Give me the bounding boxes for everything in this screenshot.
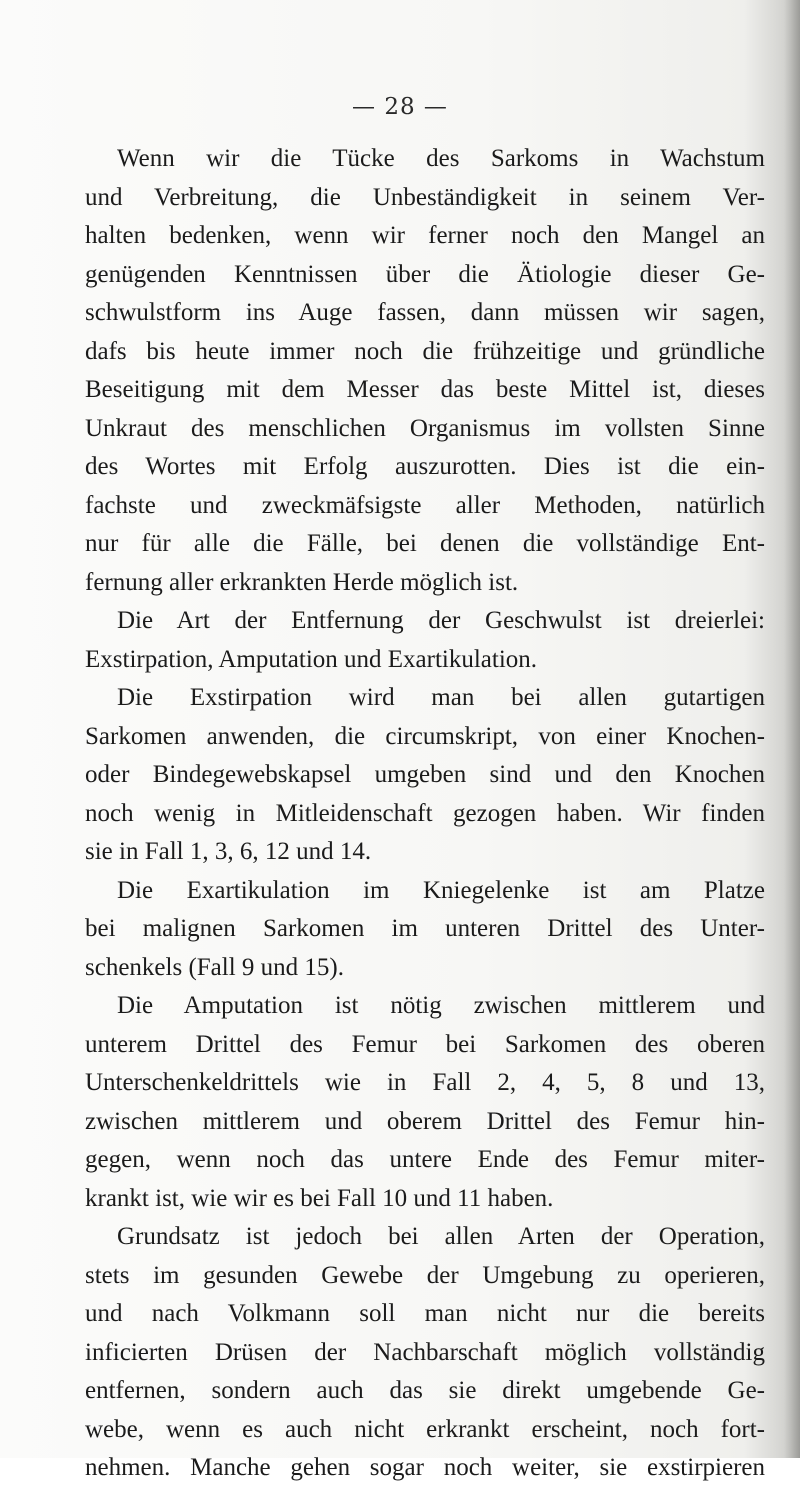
text-line: bei malignen Sarkomen im unteren Drittel des Unter- — [85, 915, 765, 942]
text-line: fernung aller erkrankten Herde möglich ist. — [85, 568, 519, 596]
text-line: zwischen mittlerem und oberem Drittel des Femur hin- — [85, 1107, 765, 1135]
text-line: Grundsatz ist jedoch bei allen Arten der Operation, — [117, 1223, 765, 1250]
text-line: inficierten Drüsen der Nachbarschaft möglich vollständig — [85, 1338, 765, 1366]
text-line: Beseitigung mit dem Messer das beste Mittel ist, dieses — [85, 376, 765, 403]
text-line: nur für alle die Fälle, bei denen die vollständige Ent- — [85, 530, 765, 557]
text-line: genügenden Kenntnissen über die Ätiologie dieser Ge- — [85, 260, 765, 288]
text-line: nehmen. Manche gehen sogar noch weiter, sie exstirpieren — [85, 1454, 765, 1481]
body-text — [85, 140, 765, 1488]
text-line: sie in Fall 1, 3, 6, 12 und 14. — [85, 838, 372, 865]
text-line: fachste und zweckmäfsigste aller Methoden, natürlich — [85, 491, 765, 519]
text-line: schwulstform ins Auge fassen, dann müssen wir sagen, — [85, 299, 765, 326]
text-line: Wenn wir die Tücke des Sarkoms in Wachstum — [117, 145, 765, 172]
text-line: Exstirpation, Amputation und Exartikulation. — [85, 645, 538, 673]
text-line: krankt ist, wie wir es bei Fall 10 und 11 haben. — [85, 1184, 554, 1212]
text-line: entfernen, sondern auch das sie direkt umgebende Ge- — [85, 1377, 765, 1404]
text-line: schenkels (Fall 9 und 15). — [85, 953, 344, 981]
page-edge-shadow — [784, 0, 800, 1458]
text-line: oder Bindegewebskapsel umgeben sind und den Knochen — [85, 761, 765, 788]
text-line: halten bedenken, wenn wir ferner noch den Mangel an — [85, 222, 765, 249]
text-line: des Wortes mit Erfolg auszurotten. Dies ist die ein- — [85, 453, 765, 480]
text-line: stets im gesunden Gewebe der Umgebung zu operieren, — [85, 1261, 765, 1289]
page-number: — 28 — — [352, 94, 448, 120]
text-line: Die Amputation ist nötig zwischen mittlerem und — [117, 992, 765, 1019]
text-line: Unkraut des menschlichen Organismus im vollsten Sinne — [85, 414, 765, 442]
text-line: dafs bis heute immer noch die frühzeitige und gründliche — [85, 337, 765, 365]
text-line: noch wenig in Mitleidenschaft gezogen haben. Wir finden — [85, 799, 765, 827]
text-line: Die Art der Entfernung der Geschwulst ist dreierlei: — [117, 607, 765, 634]
text-line: Die Exartikulation im Kniegelenke ist am Platze — [117, 876, 765, 904]
text-line: unterem Drittel des Femur bei Sarkomen des oberen — [85, 1030, 765, 1058]
text-line: Sarkomen anwenden, die circumskript, von einer Knochen- — [85, 722, 765, 750]
text-line: gegen, wenn noch das untere Ende des Femur miter- — [85, 1146, 765, 1173]
text-line: Unterschenkeldrittels wie in Fall 2, 4, 5, 8 und 13, — [85, 1069, 765, 1096]
text-line: webe, wenn es auch nicht erkrankt erscheint, noch fort- — [85, 1415, 765, 1443]
text-line: und Verbreitung, die Unbeständigkeit in seinem Ver- — [85, 183, 765, 211]
text-line: Die Exstirpation wird man bei allen gutartigen — [117, 684, 765, 711]
text-line: und nach Volkmann soll man nicht nur die bereits — [85, 1300, 765, 1327]
